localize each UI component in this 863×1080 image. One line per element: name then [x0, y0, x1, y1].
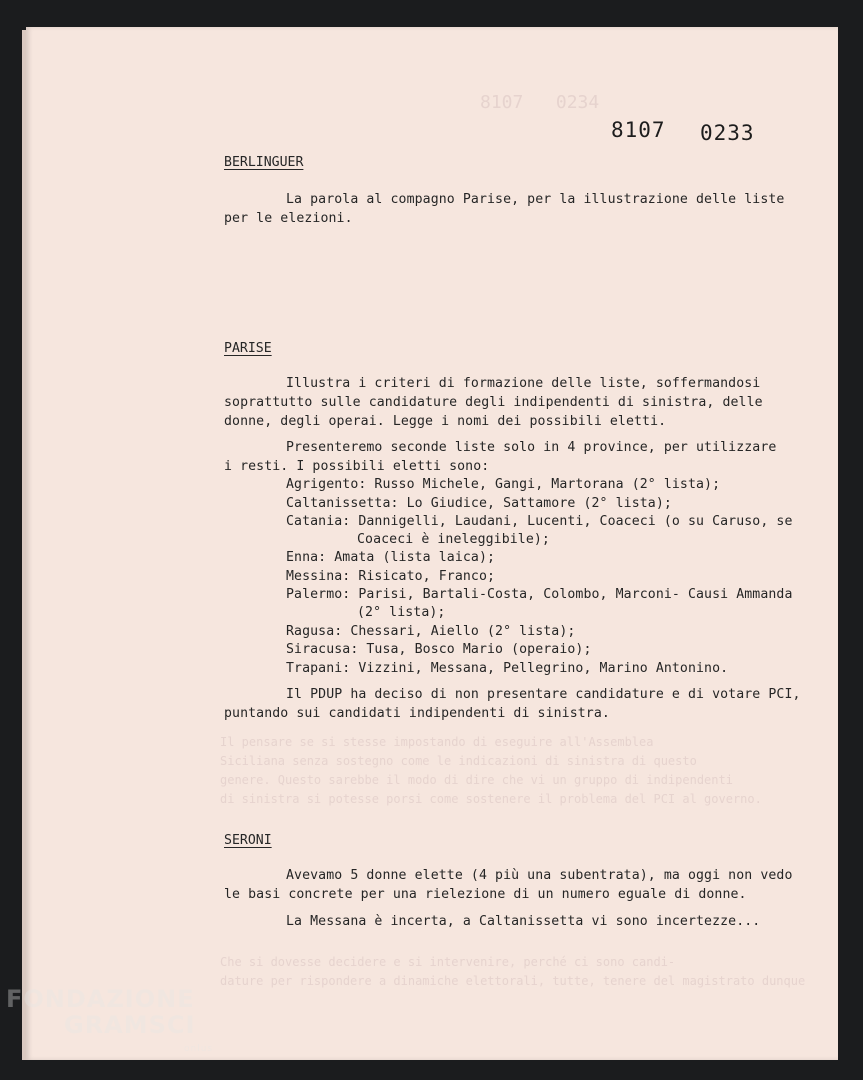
- list-item: Agrigento: Russo Michele, Gangi, Martorana (2° lista);: [286, 477, 721, 492]
- watermark-line: onlus: [184, 1044, 214, 1054]
- text-line: i resti. I possibili eletti sono:: [224, 459, 490, 474]
- speaker-parise: PARISE: [224, 341, 272, 356]
- text-line: donne, degli operai. Legge i nomi dei possibili eletti.: [224, 414, 667, 429]
- watermark-line: FONDAZIONE: [6, 985, 195, 1013]
- document-number-left: 8107: [611, 118, 666, 142]
- list-item: Trapani: Vizzini, Messana, Pellegrino, Marino Antonino.: [286, 661, 729, 676]
- text-line: soprattutto sulle candidature degli indipendenti di sinistra, delle: [224, 395, 763, 410]
- bleed-through-number: 8107 0234: [480, 92, 600, 113]
- list-item: Palermo: Parisi, Bartali-Costa, Colombo, Marconi- Causi Ammanda: [286, 587, 793, 602]
- text-line: puntando sui candidati indipendenti di sinistra.: [224, 706, 610, 721]
- text-line: Illustra i criteri di formazione delle liste, soffermandosi: [286, 376, 761, 391]
- bleed-through-text: Che si dovesse decidere e si intervenire, perché ci sono candi-: [220, 955, 676, 969]
- text-line: Il PDUP ha deciso di non presentare candidature e di votare PCI,: [286, 687, 801, 702]
- list-item: Coaceci è ineleggibile);: [357, 532, 550, 547]
- list-item: Caltanissetta: Lo Giudice, Sattamore (2° lista);: [286, 496, 672, 511]
- speaker-berlinguer: BERLINGUER: [224, 155, 304, 170]
- bleed-through-text: di sinistra si potesse porsi come sostenere il problema del PCI al governo.: [220, 792, 762, 806]
- list-item: Catania: Dannigelli, Laudani, Lucenti, Coaceci (o su Caruso, se: [286, 514, 793, 529]
- bleed-through-text: Il pensare se si stesse impostando di eseguire all'Assemblea: [220, 735, 654, 749]
- fondazione-gramsci-watermark: [6, 985, 214, 1054]
- text-line: La Messana è incerta, a Caltanissetta vi sono incertezze...: [286, 914, 761, 929]
- speaker-seroni: SERONI: [224, 833, 272, 848]
- list-item: Enna: Amata (lista laica);: [286, 550, 496, 565]
- text-line: Avevamo 5 donne elette (4 più una subentrata), ma oggi non vedo: [286, 868, 793, 883]
- text-line: per le elezioni.: [224, 211, 353, 226]
- list-item: Siracusa: Tusa, Bosco Mario (operaio);: [286, 642, 592, 657]
- list-item: Ragusa: Chessari, Aiello (2° lista);: [286, 624, 576, 639]
- watermark-line: GRAMSCI: [64, 1011, 196, 1039]
- list-item: (2° lista);: [357, 605, 446, 620]
- bleed-through-text: genere. Questo sarebbe il modo di dire che vi un gruppo di indipendenti: [220, 773, 733, 787]
- text-line: La parola al compagno Parise, per la illustrazione delle liste: [286, 192, 785, 207]
- bleed-through-text: Siciliana senza sostegno come le indicazioni di sinistra di questo: [220, 754, 697, 768]
- text-line: le basi concrete per una rielezione di un numero eguale di donne.: [224, 887, 747, 902]
- document-number-right: 0233: [700, 121, 755, 145]
- list-item: Messina: Risicato, Franco;: [286, 569, 496, 584]
- text-line: Presenteremo seconde liste solo in 4 province, per utilizzare: [286, 440, 777, 455]
- bleed-through-text: dature per rispondere a dinamiche elettorali, tutte, tenere del magistrato dunque: [220, 974, 806, 988]
